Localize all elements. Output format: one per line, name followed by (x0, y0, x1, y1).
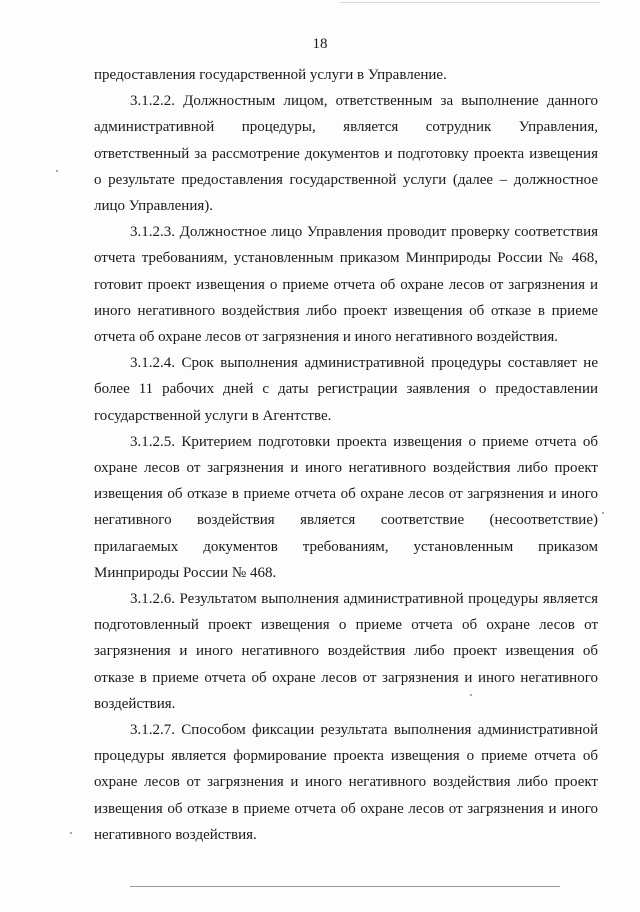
paragraph-3-1-2-6: 3.1.2.6. Результатом выполнения административной процедуры является подготовленный проект извещения о приеме отчета об охране лесов от загрязнения и иного негативного воздействия либо проект извещения об отказе в приеме отчета об охране лесов от загрязнения и иного негативного воздействия. (94, 591, 598, 712)
scan-bottom-edge-line (130, 886, 560, 887)
scan-top-edge-line (340, 2, 600, 3)
paragraph-3-1-2-7: 3.1.2.7. Способом фиксации результата выполнения административной процедуры является формирование проекта извещения о приеме отчета об охране лесов от загрязнения и иного негативного воздействия либо проект извещения об отказе в приеме отчета об охране лесов от загрязнения и иного негативного воздействия. (94, 722, 598, 843)
paragraph-3-1-2-4: 3.1.2.4. Срок выполнения административной процедуры составляет не более 11 рабочих дней с даты регистрации заявления о предоставлении государственной услуги в Агентстве. (94, 355, 598, 424)
paragraph-continuation: предоставления государственной услуги в Управление. (94, 67, 447, 83)
scan-speck (470, 694, 472, 696)
scan-speck (56, 170, 58, 172)
scan-speck (70, 832, 72, 834)
paragraph-3-1-2-2: 3.1.2.2. Должностным лицом, ответственным за выполнение данного административной процедуры, является сотрудник Управления, ответственный за рассмотрение документов и подготовку проекта извещения о результате предоставления государственной услуги (далее – должностное лицо Управления). (94, 93, 598, 215)
scan-speck (602, 512, 604, 514)
document-body (94, 62, 598, 848)
paragraph-3-1-2-5: 3.1.2.5. Критерием подготовки проекта извещения о приеме отчета об охране лесов от загрязнения и иного негативного воздействия либо проект извещения об отказе в приеме отчета об охране лесов от загрязнения и иного негативного воздействия является соответствие (несоответствие) прилагаемых документов требованиям, установленным приказом Минприроды России № 468. (94, 433, 598, 581)
page-number: 18 (312, 36, 328, 52)
paragraph-3-1-2-3: 3.1.2.3. Должностное лицо Управления проводит проверку соответствия отчета требованиям, установленным приказом Минприроды России № 468, готовит проект извещения о приеме отчета об охране лесов от загрязнения и иного негативного воздействия либо проект извещения об отказе в приеме отчета об охране лесов от загрязнения и иного негативного воздействия. (94, 224, 598, 346)
